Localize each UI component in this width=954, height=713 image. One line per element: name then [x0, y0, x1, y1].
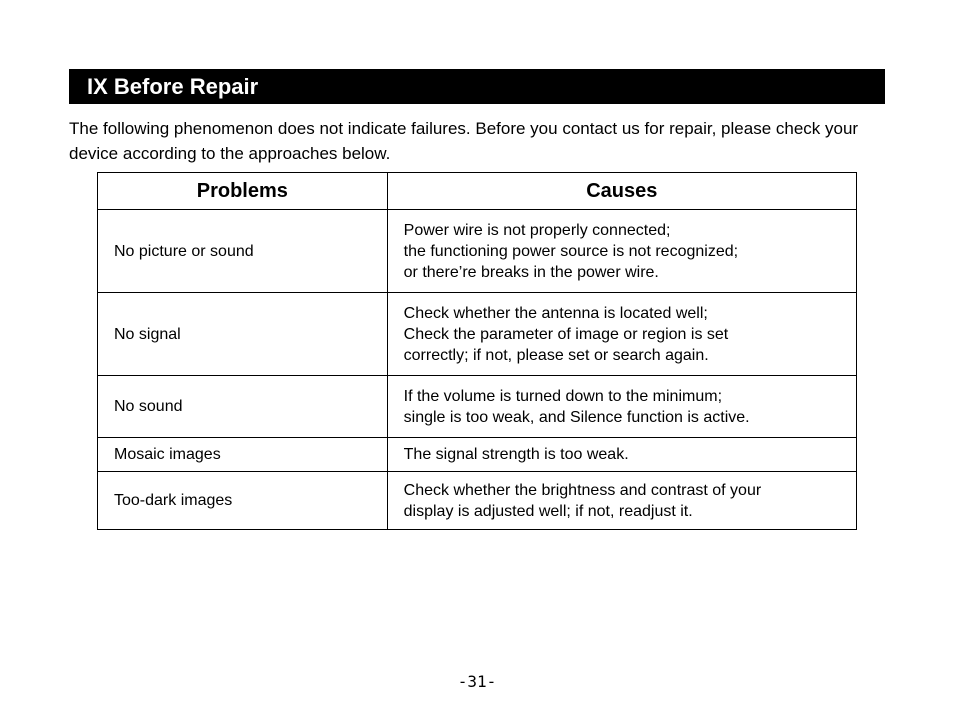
table-row	[98, 438, 857, 472]
intro-paragraph: The following phenomenon does not indicate failures. Before you contact us for repair, please check your device according to the approaches below.	[69, 119, 859, 163]
problem-cell: No picture or sound	[98, 210, 388, 293]
header-causes: Causes	[387, 173, 856, 210]
table-header-row	[98, 173, 857, 210]
problem-cell: No sound	[98, 376, 388, 438]
causes-cell: The signal strength is too weak.	[387, 438, 856, 472]
table-row	[98, 472, 857, 530]
causes-cell: Power wire is not properly connected; the functioning power source is not recognized; or there’re breaks in the power wire.	[387, 210, 856, 293]
problem-cell: Mosaic images	[98, 438, 388, 472]
table-row	[98, 293, 857, 376]
header-problems: Problems	[98, 173, 388, 210]
section-title: IX Before Repair	[69, 69, 885, 104]
causes-cell: Check whether the brightness and contrast of your display is adjusted well; if not, readjust it.	[387, 472, 856, 530]
causes-cell: If the volume is turned down to the minimum; single is too weak, and Silence function is active.	[387, 376, 856, 438]
page-number: -31-	[457, 672, 497, 691]
problem-cell: No signal	[98, 293, 388, 376]
problem-cell: Too-dark images	[98, 472, 388, 530]
causes-cell: Check whether the antenna is located well; Check the parameter of image or region is set correctly; if not, please set or search again.	[387, 293, 856, 376]
troubleshooting-table	[97, 172, 857, 530]
table-row	[98, 210, 857, 293]
table-row	[98, 376, 857, 438]
